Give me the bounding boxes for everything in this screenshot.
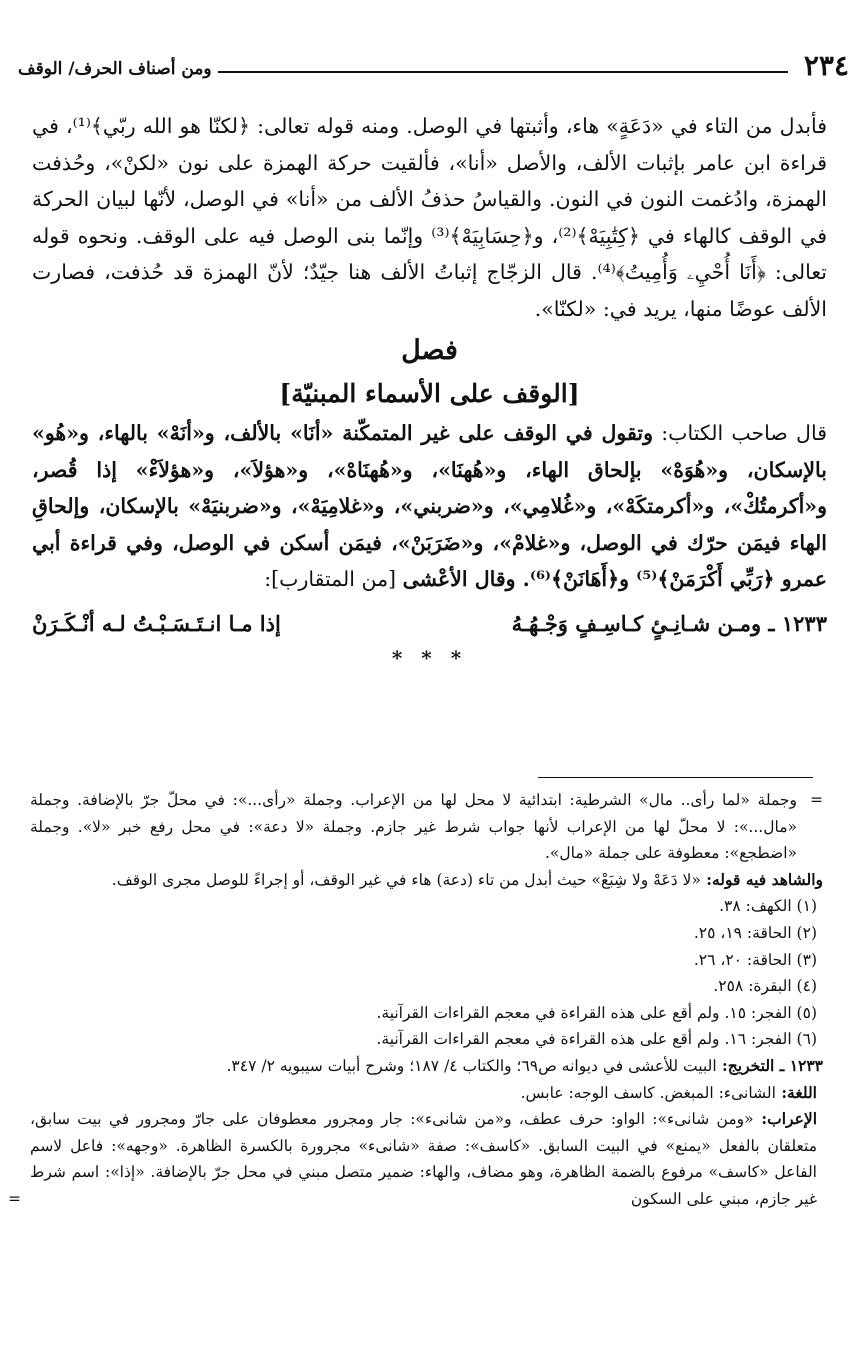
footnote-item: (٢) الحاقة: ١٩، ٢٥. — [693, 923, 817, 942]
takhrij-note — [30, 1053, 823, 1080]
continued-mark: = — [8, 1189, 21, 1208]
lugha-note — [30, 1080, 823, 1107]
shahid-note — [30, 867, 823, 894]
footnote-rule — [538, 777, 813, 778]
section-separator: * * * — [391, 645, 468, 670]
lugha-label: اللغة: — [775, 1082, 817, 1102]
verse-first-part — [512, 604, 827, 644]
paragraph-2-intro: قال صاحب الكتاب: — [653, 421, 827, 445]
paragraph-2 — [32, 415, 827, 598]
verse-number: ١٢٣٣ ـ — [768, 610, 827, 636]
running-header — [18, 42, 849, 82]
section-heading: فصل — [401, 335, 458, 366]
footnote-item: (٤) البقرة: ٢٥٨. — [713, 977, 817, 996]
continuation-text: وجملة «لما رأى.. مال» الشرطية: ابتدائية لا محل لها من الإعراب. وجملة «رأى...»: في محلّ جرّ بالإضافة. وجملة «مال...»: لا محلّ لها من الإعراب لأنها جواب شرط غير جازم. وجملة «لا دعة»: في محل رفع خبر «لا». وجملة «اضطجع»: معطوفة على جملة «مال». — [30, 791, 797, 863]
shahid-text: «لا دَعَهْ ولا شِبَعْ» حيث أبدل من تاء (دعة) هاء في غير الوقف، أو إجراءً للوصل مجرى الوقف. — [111, 870, 701, 889]
paragraph-2-quote: وتقول في الوقف على غير المتمكّنة «أنَا» بالألف، و«أنَهْ» بالهاء، و«هُو» بالإسكان، و«هُوَهْ» بإلحاق الهاء، و«هُهنَا»، و«هُهنَاهْ»، و«هؤلاَ»، و«هؤلاَءْ» إذا قُصر، و«أكرمتُكْ»، و«أكرمتكَهْ»، و«غُلامِي»، و«ضربني»، و«غلامِيَهْ»، و«ضربنيَهْ» بالإسكان، وإلحاقِ الهاء فيمَن حرّك في الوصل، و«غلامْ»، و«ضَرَبَنْ»، فيمَن أسكن في الوصل، وفي قراءة أبي عمرو ﴿رَبِّي أَكْرَمَنْ﴾⁽⁵⁾ و﴿أَهَانَنْ﴾⁽⁶⁾. وقال الأعْشى — [32, 421, 827, 591]
footnote-item: (٣) الحاقة: ٢٠، ٢٦. — [693, 950, 817, 969]
irab-label: الإعراب: — [753, 1109, 817, 1129]
section-subheading: [الوقف على الأسماء المبنيّة] — [279, 379, 580, 408]
lugha-text: الشانىء: المبغض. كاسف الوجه: عابس. — [520, 1083, 776, 1102]
footnote-item: (٦) الفجر: ١٦. ولم أقع على هذه القراءة في معجم القراءات القرآنية. — [376, 1030, 817, 1049]
footnotes — [8, 787, 823, 1213]
paragraph-2-meter: [من المتقارب]: — [264, 567, 403, 591]
irab-note — [8, 1106, 823, 1212]
chapter-title: ومن أصناف الحرف/ الوقف — [18, 59, 212, 79]
continuation-mark: = — [810, 791, 823, 809]
page-number: ٢٣٤ — [803, 49, 849, 82]
takhrij-label: ١٢٣٣ ـ التخريج: — [716, 1055, 823, 1075]
shahid-label: والشاهد فيه قوله: — [700, 869, 823, 889]
irab-text: «ومن شانىء»: الواو: حرف عطف، و«من شانىء»: جار ومجرور معطوفان على جارّ ومجرور في بيت سابق، متعلقان بالفعل «يمنع» في البيت السابق. «كاسف»: صفة «شانىء» مجرورة بالكسرة الظاهرة. «وجهه»: فاعل لاسم الفاعل «كاسف» مرفوع بالضمة الظاهرة، وهو مضاف، والهاء: ضمير متصل مبني في محل جرّ بالإضافة. «إذا»: اسم شرط غير جازم، مبني على السكون — [30, 1110, 817, 1208]
footnote-item: (٥) الفجر: ١٥. ولم أقع على هذه القراءة في معجم القراءات القرآنية. — [376, 1003, 817, 1022]
verse-first-hemistich: ومـن شـانِـئٍ كـاسِـفٍ وَجْـهُـهُ — [511, 610, 762, 636]
footnote-continuation — [30, 787, 823, 867]
paragraph-1: فأبدل من التاء في «دَعَةٍ» هاء، وأثبتها في الوصل. ومنه قوله تعالى: ﴿لكنّا هو الله ربّي﴾⁽¹⁾، في قراءة ابن عامر بإثبات الألف، والأصل «أنا»، فألقيت حركة الهمزة على نون «لكنْ»، وحُذفت الهمزة، وادُغمت النون في النون. والقياسُ حذفُ الألف من «أنا» في الوصل، لأنّها لبيان الحركة في الوقف كالهاء في ﴿كِتَٰبِيَهْ﴾⁽²⁾، و﴿حِسَابِيَهْ﴾⁽³⁾ وإنّما بنى الوصل فيه على الوقف. ونحوه قوله تعالى: ﴿أَنَا أُحْيِۦ وَأُمِيتُ﴾⁽⁴⁾. قال الزجّاج إثباتُ الألف هنا جيّدٌ؛ لأنّ الهمزة قد حُذفت، فصارت الألف عوضًا منها، يريد في: «لكنّا». — [32, 114, 828, 321]
main-text — [32, 108, 827, 672]
poem-verse — [32, 604, 827, 644]
verse-second-hemistich: إذا مـا انـتَـسَـبْـتُ لـه أنْـكَـرَنْ — [32, 610, 281, 636]
takhrij-text: البيت للأعشى في ديوانه ص٦٩؛ والكتاب ٤/ ١٨٧؛ وشرح أبيات سيبويه ٢/ ٣٤٧. — [226, 1056, 717, 1075]
footnote-item: (١) الكهف: ٣٨. — [719, 897, 817, 916]
header-rule — [218, 71, 788, 73]
